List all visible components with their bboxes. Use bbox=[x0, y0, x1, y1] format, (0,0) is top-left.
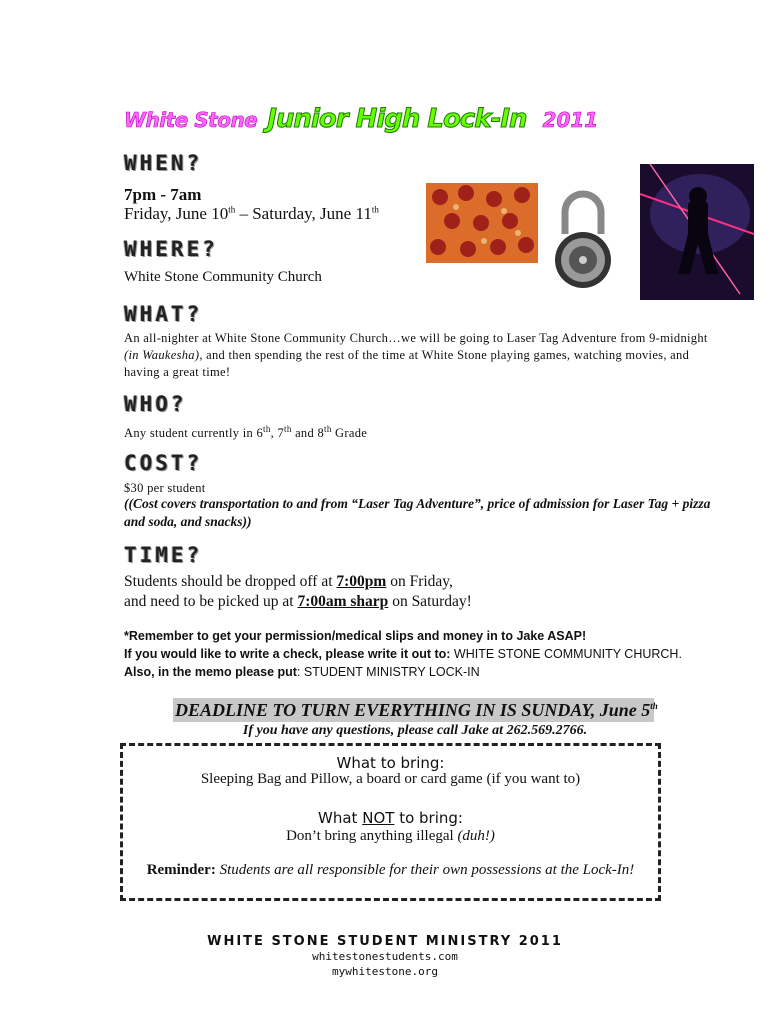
title-main: Junior High Lock-In bbox=[267, 104, 527, 134]
questions-text: If you have any questions, please call Jake at 262.569.2766. bbox=[242, 723, 588, 738]
what-heading: WHAT? bbox=[124, 302, 203, 326]
bring-text: Sleeping Bag and Pillow, a board or card game (if you want to) bbox=[200, 771, 581, 787]
title-year: 2011 bbox=[542, 108, 599, 132]
deadline-text: DEADLINE TO TURN EVERYTHING IN IS SUNDAY, June 5th bbox=[175, 700, 658, 720]
when-dates: Friday, June 10th – Saturday, June 11th bbox=[124, 204, 379, 223]
cost-covers: ((Cost covers transportation to and from “Laser Tag Adventure”, price of admission for Laser Tag + pizza and soda, and snacks)) bbox=[124, 496, 711, 529]
what-text: An all-nighter at White Stone Community Church…we will be going to Laser Tag Adventure from 9-midnight (in Waukesha), and then spending the rest of the time at White Stone playing games, watching movies, and having a great time! bbox=[124, 331, 708, 379]
footer-site-1[interactable]: whitestonestudents.com bbox=[312, 950, 458, 963]
where-place: White Stone Community Church bbox=[124, 269, 322, 285]
reminder-text: Reminder: Students are all responsible for their own possessions at the Lock-In! bbox=[146, 862, 635, 878]
page-title bbox=[124, 104, 598, 134]
notes: *Remember to get your permission/medical slips and money in to Jake ASAP! If you would like to write a check, please write it out to: WHITE STONE COMMUNITY CHURCH. Also, in the memo please put: STUDENT MINISTRY LOCK-IN bbox=[124, 629, 682, 679]
footer-title: WHITE STONE STUDENT MINISTRY 2011 bbox=[207, 934, 563, 949]
not-bring-title: What NOT to bring: bbox=[318, 809, 463, 827]
when-heading: WHEN? bbox=[124, 151, 203, 175]
cost-price: $30 per student bbox=[124, 481, 206, 495]
who-text: Any student currently in 6th, 7th and 8th Grade bbox=[124, 424, 368, 441]
time-text: Students should be dropped off at 7:00pm on Friday, and need to be picked up at 7:00am sharp on Saturday! bbox=[124, 573, 472, 610]
padlock-image bbox=[553, 184, 613, 292]
title-prefix: White Stone bbox=[124, 108, 258, 132]
laser-tag-image bbox=[640, 164, 754, 300]
time-heading: TIME? bbox=[124, 543, 203, 567]
footer-site-2[interactable]: mywhitestone.org bbox=[332, 965, 438, 978]
not-bring-text: Don’t bring anything illegal (duh!) bbox=[286, 828, 495, 844]
cost-heading: COST? bbox=[124, 451, 203, 475]
where-heading: WHERE? bbox=[124, 237, 218, 261]
when-time: 7pm - 7am bbox=[124, 185, 202, 204]
bring-title: What to bring: bbox=[336, 754, 445, 772]
pizza-image bbox=[426, 183, 538, 263]
who-heading: WHO? bbox=[124, 392, 187, 416]
